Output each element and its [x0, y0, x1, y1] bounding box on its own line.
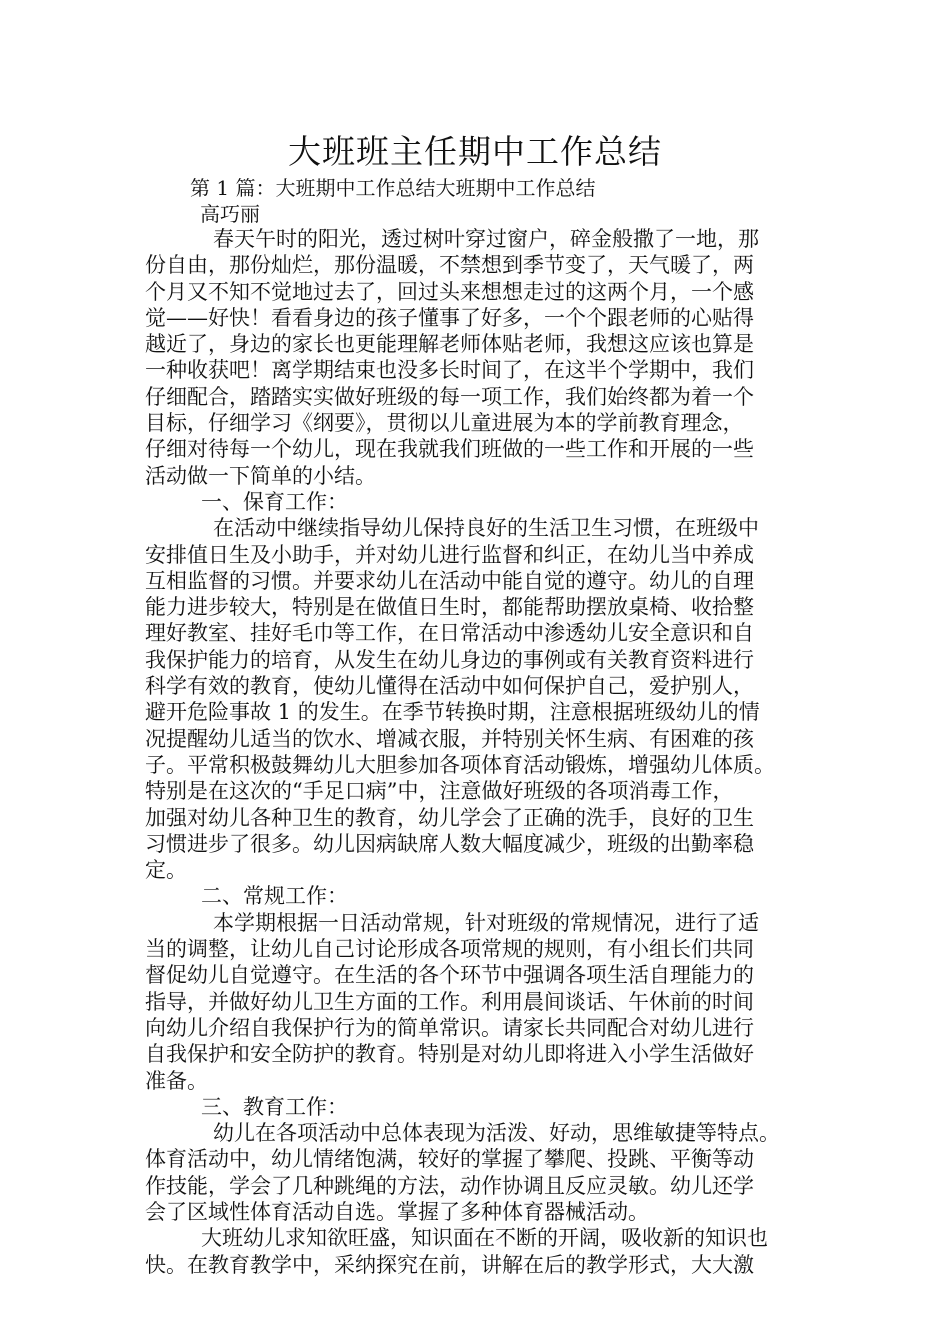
- body-line: 幼儿在各项活动中总体表现为活泼、好动，思维敏捷等特点。: [213, 1121, 780, 1146]
- document-title: 大班班主任期中工作总结: [288, 132, 662, 171]
- body-line: 仔细配合，踏踏实实做好班级的每一项工作，我们始终都为着一个: [145, 384, 754, 409]
- body-line: 科学有效的教育，使幼儿懂得在活动中如何保护自己，爱护别人，: [145, 674, 754, 699]
- body-line: 一种收获吧！离学期结束也没多长时间了，在这半个学期中，我们: [145, 358, 754, 383]
- body-line: 大班幼儿求知欲旺盛，知识面在不断的开阔，吸收新的知识也: [201, 1226, 768, 1251]
- body-line: 避开危险事故 1 的发生。在季节转换时期，注意根据班级幼儿的情: [145, 700, 760, 725]
- body-line: 快。在教育教学中，采纳探究在前，讲解在后的教学形式，大大激: [145, 1252, 754, 1277]
- body-line: 活动做一下简单的小结。: [145, 463, 376, 488]
- body-line: 能力进步较大，特别是在做值日生时，都能帮助摆放桌椅、收拾整: [145, 595, 754, 620]
- body-line: 在活动中继续指导幼儿保持良好的生活卫生习惯，在班级中: [213, 516, 759, 541]
- body-line: 定。: [145, 858, 187, 883]
- body-line: 安排值日生及小助手，并对幼儿进行监督和纠正，在幼儿当中养成: [145, 542, 754, 567]
- body-line: 三、教育工作：: [201, 1094, 348, 1119]
- body-line: 我保护能力的培育，从发生在幼儿身边的事例或有关教育资料进行: [145, 647, 754, 672]
- body-line: 一、保育工作：: [201, 489, 348, 514]
- body-line: 作技能，学会了几种跳绳的方法，动作协调且反应灵敏。幼儿还学: [145, 1173, 754, 1198]
- body-line: 向幼儿介绍自我保护行为的简单常识。请家长共同配合对幼儿进行: [145, 1015, 754, 1040]
- body-line: 份自由，那份灿烂，那份温暖，不禁想到季节变了，天气暖了，两: [145, 253, 754, 278]
- document-subtitle: 第 1 篇：大班期中工作总结大班期中工作总结: [190, 176, 596, 200]
- body-line: 理好教室、挂好毛巾等工作，在日常活动中渗透幼儿安全意识和自: [145, 621, 754, 646]
- body-line: 特别是在这次的“手足口病”中，注意做好班级的各项消毒工作，: [145, 779, 734, 804]
- body-line: 况提醒幼儿适当的饮水、增减衣服，并特别关怀生病、有困难的孩: [145, 726, 754, 751]
- body-line: 本学期根据一日活动常规，针对班级的常规情况，进行了适: [213, 910, 759, 935]
- body-line: 指导，并做好幼儿卫生方面的工作。利用晨间谈话、午休前的时间: [145, 989, 754, 1014]
- body-line: 督促幼儿自觉遵守。在生活的各个环节中强调各项生活自理能力的: [145, 963, 754, 988]
- body-line: 子。平常积极鼓舞幼儿大胆参加各项体育活动锻炼，增强幼儿体质。: [145, 752, 775, 777]
- body-line: 习惯进步了很多。幼儿因病缺席人数大幅度减少，班级的出勤率稳: [145, 831, 754, 856]
- body-line: 互相监督的习惯。并要求幼儿在活动中能自觉的遵守。幼儿的自理: [145, 568, 754, 593]
- body-line: 春天午时的阳光，透过树叶穿过窗户，碎金般撒了一地，那: [213, 227, 759, 251]
- document-author: 高巧丽: [200, 202, 260, 226]
- body-line: 加强对幼儿各种卫生的教育，幼儿学会了正确的洗手，良好的卫生: [145, 805, 754, 830]
- body-line: 个月又不知不觉地过去了，回过头来想想走过的这两个月，一个感: [145, 279, 754, 304]
- body-line: 会了区域性体育活动自选。掌握了多种体育器械活动。: [145, 1199, 649, 1224]
- body-line: 当的调整，让幼儿自己讨论形成各项常规的规则，有小组长们共同: [145, 937, 754, 962]
- body-line: 准备。: [145, 1068, 208, 1093]
- body-line: 觉——好快！看看身边的孩子懂事了好多，一个个跟老师的心贴得: [145, 305, 754, 330]
- body-line: 目标，仔细学习《纲要》，贯彻以儿童进展为本的学前教育理念，: [145, 411, 744, 436]
- body-line: 自我保护和安全防护的教育。特别是对幼儿即将进入小学生活做好: [145, 1042, 754, 1067]
- document-body: [145, 226, 825, 1278]
- body-line: 二、常规工作：: [201, 884, 348, 909]
- body-line: 体育活动中，幼儿情绪饱满，较好的掌握了攀爬、投跳、平衡等动: [145, 1147, 754, 1172]
- body-line: 越近了，身边的家长也更能理解老师体贴老师，我想这应该也算是: [145, 332, 754, 357]
- body-line: 仔细对待每一个幼儿，现在我就我们班做的一些工作和开展的一些: [145, 437, 754, 462]
